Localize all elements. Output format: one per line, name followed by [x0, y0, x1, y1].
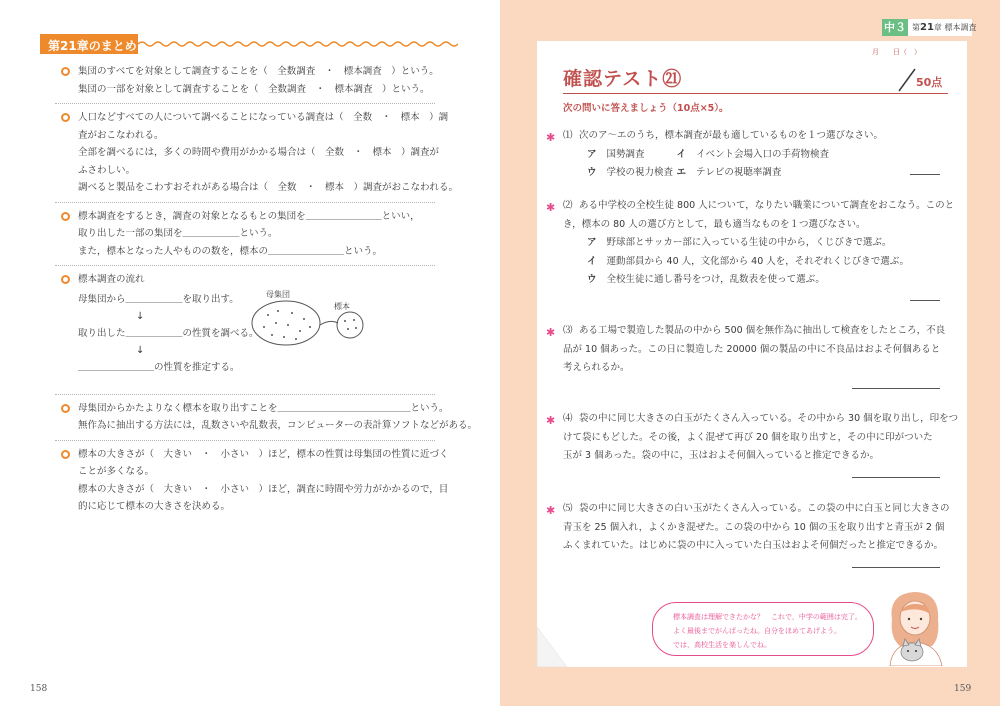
question-line: 袋の中に同じ大きさの白玉がたくさん入っている。その中から 30 個を取り出し，印をつ — [579, 413, 959, 424]
population-sample-diagram — [248, 289, 398, 359]
question-text — [563, 500, 948, 519]
summary-line: ことが多くなる。 — [78, 466, 155, 477]
grade-tab: 中３ — [884, 21, 906, 34]
summary-item — [55, 395, 478, 441]
star-icon: ✱ — [546, 326, 556, 339]
option-key: ア — [587, 148, 597, 160]
question-line: ふくまれていた。はじめに袋の中に入っていた白玉はおよそ何個だったと推定できるか。 — [563, 540, 944, 551]
chapter-number: 21 — [920, 22, 934, 33]
option-row — [563, 253, 948, 272]
option-key: ア — [587, 237, 597, 248]
option-text: イベント会場入口の手荷物検査 — [696, 148, 830, 160]
option-key: イ — [676, 148, 687, 160]
option-text: 国勢調査 — [606, 148, 645, 160]
page-number-left: 158 — [30, 684, 48, 694]
question-line: 考えられるか。 — [563, 362, 630, 373]
summary-line: 人口などすべての人について調べることになっている調査は（ 全数 ・ 標本 ）調 — [78, 112, 449, 123]
option-key: ウ — [587, 274, 597, 285]
question-line: き，標本の 80 人の選び方として，最も適当なものを１つ選びなさい。 — [563, 218, 866, 230]
summary-line: 集団の一部を対象として調査することを（ 全数調査 ・ 標本調査 ）という。 — [78, 83, 430, 95]
bullet-icon — [61, 212, 70, 221]
bubble-line: 標本調査は理解できたかな？ これで，中学の範囲は完了。 — [673, 613, 862, 621]
question-number: ⑷ — [563, 413, 573, 424]
option-text: 運動部員から 40 人，文化部から 40 人を，それぞれくじびきで選ぶ。 — [606, 255, 909, 267]
question-line: 品が 10 個あった。この日に製造した 20000 個の製品の中に不良品はおよそ何個あると — [563, 343, 941, 355]
bubble-line: よく最後までがんばったね。自分をほめてあげよう。 — [673, 627, 841, 635]
flow-step-3: ＿＿＿＿＿＿＿＿の性質を推定する。 — [78, 361, 240, 373]
question-number: ⑵ — [563, 200, 573, 211]
question-4 — [546, 410, 959, 466]
question-5 — [546, 500, 950, 556]
chapter-suffix: 章 — [933, 23, 942, 32]
answer-line-5 — [852, 567, 940, 568]
folded-corner — [537, 627, 567, 667]
question-number: ⑸ — [563, 503, 573, 514]
summary-line: 集団のすべてを対象として調査することを（ 全数調査 ・ 標本調査 ）という。 — [78, 66, 439, 77]
wavy-divider — [138, 40, 458, 48]
option-text: テレビの視聴率調査 — [696, 167, 782, 178]
option-row — [563, 146, 948, 165]
summary-line: 取り出した一部の集団を＿＿＿＿＿＿という。 — [78, 228, 278, 239]
chapter-summary-heading: 第21章のまとめ — [40, 34, 138, 54]
option-key: イ — [587, 255, 597, 267]
summary-line: 標本の大きさが（ 大きい ・ 小さい ）ほど，調査に時間や労力がかかるので，目 — [78, 483, 449, 495]
summary-line: また，標本となった人やものの数を，標本の＿＿＿＿＿＿＿＿という。 — [78, 245, 383, 257]
answer-line-4 — [852, 477, 940, 478]
star-icon: ✱ — [546, 504, 556, 517]
speech-bubble — [652, 602, 874, 656]
question-text — [563, 127, 948, 146]
bullet-icon — [61, 113, 70, 122]
question-1 — [546, 127, 948, 183]
question-line: 袋の中に同じ大きさの白い玉がたくさん入っている。この袋の中に白玉と同じ大きさの — [579, 503, 950, 514]
summary-item — [55, 441, 449, 521]
bullet-icon — [61, 67, 70, 76]
question-line: けて袋にもどした。その後，よく混ぜて再び 20 個を取り出すと，その中に印がついた — [563, 431, 933, 443]
summary-item — [55, 104, 459, 203]
bullet-icon — [61, 450, 70, 459]
star-icon: ✱ — [546, 414, 556, 427]
question-number: ⑶ — [563, 325, 573, 336]
flow-step-2: 取り出した＿＿＿＿＿＿の性質を調べる。 — [78, 327, 259, 339]
chapter-prefix: 第 — [912, 23, 920, 32]
answer-line-1 — [910, 174, 940, 175]
question-line: ある中学校の全校生徒 800 人について，なりたい職業について調査をおこなう。このと — [579, 200, 955, 211]
summary-item — [55, 58, 439, 104]
down-arrow-icon: ↓ — [136, 344, 145, 356]
summary-line: 標本調査をするとき，調査の対象となるもとの集団を＿＿＿＿＿＿＿＿といい， — [78, 210, 420, 222]
test-instruction: 次の問いに答えましょう（10点×5）。 — [563, 103, 729, 114]
title-divider — [563, 93, 948, 94]
summary-line: 無作為に抽出する方法には，乱数さいや乱数表，コンピューターの表計算ソフトなどがある。 — [78, 420, 478, 431]
question-text — [563, 410, 959, 429]
summary-list — [55, 58, 478, 521]
population-label: 母集団 — [266, 289, 290, 299]
question-line: 玉が 3 個あった。袋の中に，玉はおよそ何個入っていると推定できるか。 — [563, 450, 879, 461]
bullet-icon — [61, 404, 70, 413]
option-row — [563, 164, 948, 183]
answer-line-2 — [910, 300, 940, 301]
chapter-title: 標本調査 — [944, 23, 977, 32]
option-key: エ — [676, 167, 687, 178]
answer-line-3 — [852, 388, 940, 389]
question-line: 次のア〜エのうち，標本調査が最も適しているものを１つ選びなさい。 — [579, 130, 884, 141]
flow-title: 標本調査の流れ — [78, 274, 145, 285]
question-2 — [546, 197, 955, 290]
summary-item-flow — [55, 266, 435, 395]
page-number-right: 159 — [954, 684, 972, 694]
score-total: 50点 — [916, 76, 943, 89]
bubble-line: では，高校生活を楽しんでね。 — [673, 641, 771, 649]
question-line: ある工場で製造した製品の中から 500 個を無作為に抽出して検査をしたところ，不良 — [579, 325, 946, 336]
chapter-ribbon — [908, 19, 977, 36]
summary-line: 的に応じて標本の大きさを決める。 — [78, 501, 231, 512]
sample-label: 標本 — [334, 301, 350, 311]
date-field: 月 日（ ） — [872, 48, 921, 56]
star-icon: ✱ — [546, 201, 556, 214]
option-text: 野球部とサッカー部に入っている生徒の中から，くじびきで選ぶ。 — [606, 237, 892, 248]
option-row — [563, 271, 948, 290]
bullet-icon — [61, 275, 70, 284]
summary-line: ふさわしい。 — [78, 164, 136, 176]
test-title: 確認テスト㉑ — [563, 68, 683, 90]
star-icon: ✱ — [546, 131, 556, 144]
down-arrow-icon: ↓ — [136, 310, 145, 322]
question-number: ⑴ — [563, 130, 573, 141]
option-text: 学校の視力検査 — [606, 167, 674, 178]
question-text — [563, 197, 955, 216]
question-text — [563, 322, 948, 341]
summary-line: 査がおこなわれる。 — [78, 129, 164, 141]
option-row — [563, 234, 948, 253]
teacher-with-cat-illustration — [878, 586, 956, 666]
question-line: 青玉を 25 個入れ，よくかき混ぜた。この袋の中から 10 個の玉を取り出すと青玉が 2 個 — [563, 521, 945, 533]
option-key: ウ — [587, 167, 597, 178]
question-3 — [546, 322, 948, 378]
summary-line: 母集団からかたよりなく標本を取り出すことを＿＿＿＿＿＿＿＿＿＿＿＿＿＿という。 — [78, 402, 449, 414]
option-text: 全校生徒に通し番号をつけ，乱数表を使って選ぶ。 — [606, 274, 825, 285]
summary-line: 全部を調べるには，多くの時間や費用がかかる場合は（ 全数 ・ 標本 ）調査が — [78, 147, 440, 158]
sampling-flow — [78, 289, 435, 389]
summary-line: 調べると製品をこわすおそれがある場合は（ 全数 ・ 標本 ）調査がおこなわれる。 — [78, 182, 459, 193]
flow-step-1: 母集団から＿＿＿＿＿＿を取り出す。 — [78, 293, 239, 305]
summary-item — [55, 203, 435, 267]
summary-line: 標本の大きさが（ 大きい ・ 小さい ）ほど，標本の性質は母集団の性質に近づく — [78, 448, 449, 460]
score-slash-icon — [898, 68, 916, 92]
